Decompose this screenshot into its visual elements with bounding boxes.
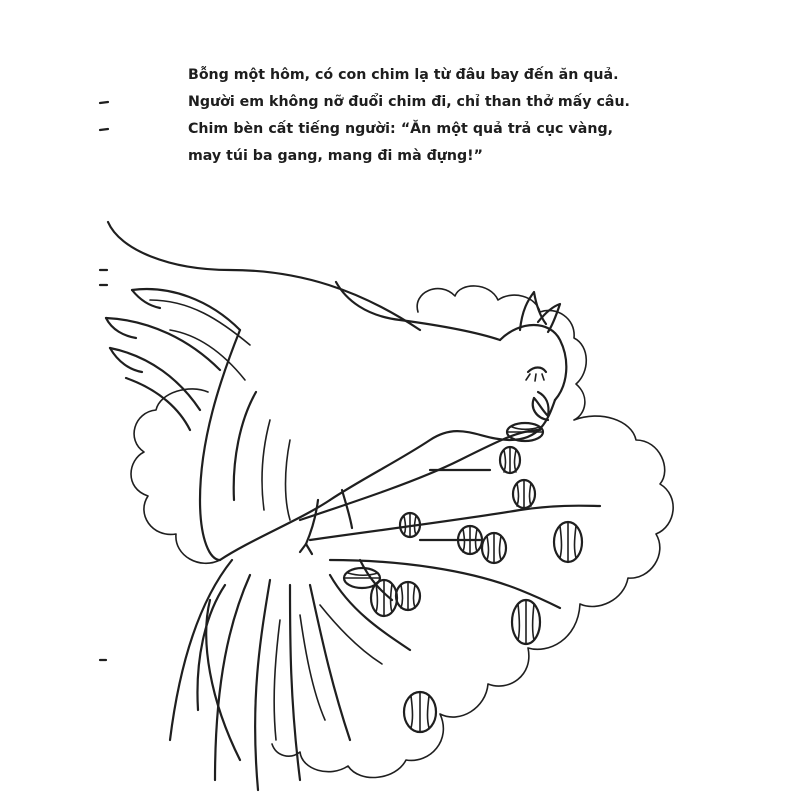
star-fruit — [554, 522, 582, 562]
story-line-1: Bỗng một hôm, có con chim lạ từ đâu bay đến ăn quả. — [188, 67, 619, 83]
margin-ticks — [100, 102, 108, 660]
star-fruit — [371, 580, 397, 616]
story-line-2: Người em không nỡ đuổi chim đi, chỉ than thở mấy câu. — [188, 94, 630, 110]
star-fruit — [512, 600, 540, 644]
story-line-4: may túi ba gang, mang đi mà đựng!” — [188, 148, 483, 164]
bird-wing — [106, 222, 420, 430]
star-fruit — [482, 533, 506, 563]
story-line-3: Chim bèn cất tiếng người: “Ăn một quả trả cục vàng, — [188, 121, 613, 137]
star-fruit — [396, 582, 420, 610]
star-fruit — [513, 480, 535, 508]
star-fruit — [500, 447, 520, 473]
star-fruit — [404, 692, 436, 732]
bird-body — [200, 282, 566, 560]
